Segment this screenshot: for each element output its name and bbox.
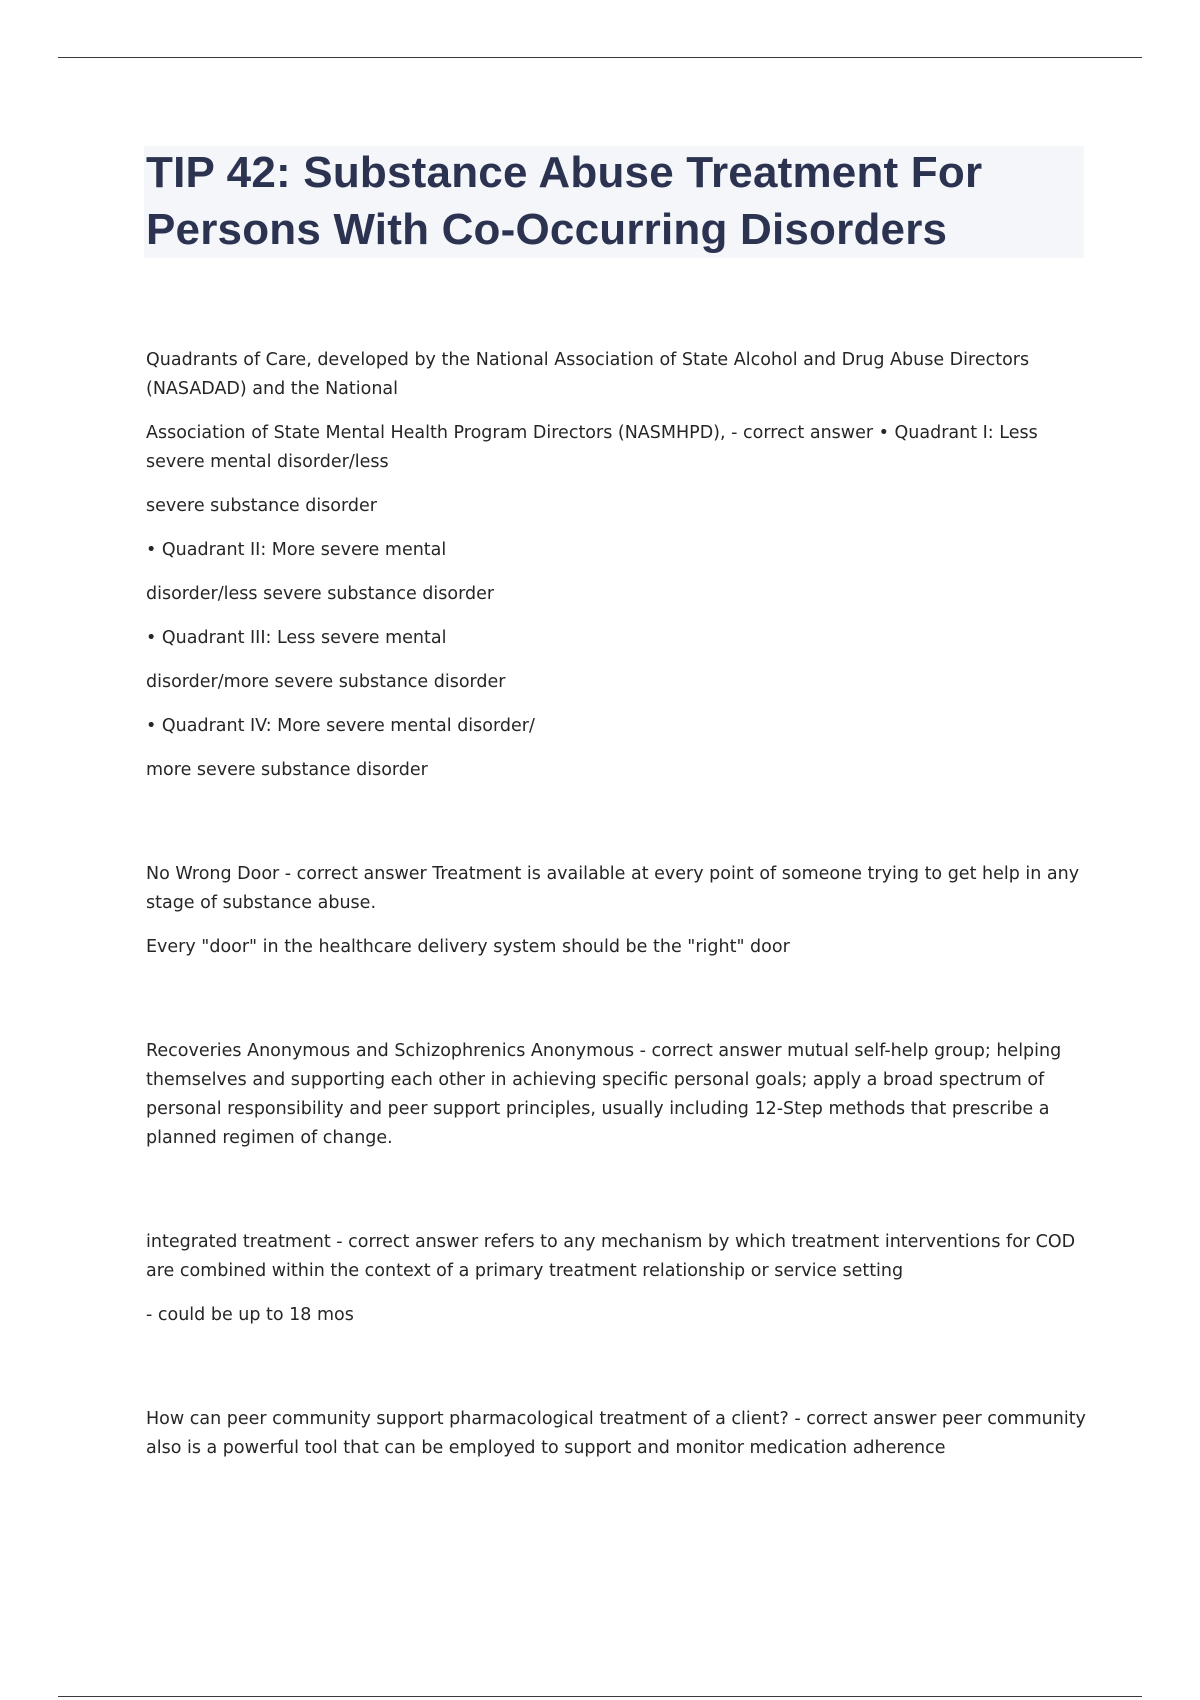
card-text: • Quadrant II: More severe mental (146, 540, 447, 560)
bottom-rule (58, 1696, 1142, 1697)
card-text: disorder/more severe substance disorder (146, 672, 506, 692)
card-separator (146, 1345, 1090, 1405)
card-text: Every "door" in the healthcare delivery system should be the "right" door (146, 937, 790, 957)
flashcard-recoveries-anonymous (146, 1037, 1090, 1153)
flashcard-integrated-treatment (146, 1228, 1090, 1330)
card-text: more severe substance disorder (146, 760, 428, 780)
card-text: Quadrants of Care, developed by the National Association of State Alcohol and Drug Abuse Directors (NASADAD) and the National (146, 350, 1030, 399)
flashcard-list (146, 346, 1090, 1478)
card-text: Recoveries Anonymous and Schizophrenics Anonymous - correct answer mutual self-help group; helping themselves and supporting each other in achieving specific personal goals; apply a broad spectrum of personal responsibility and peer support principles, usually including 12-Step methods that prescribe a planned regimen of change. (146, 1041, 1062, 1148)
card-text: Association of State Mental Health Program Directors (NASMHPD), - correct answer • Quadrant I: Less severe mental disorder/less (146, 423, 1038, 472)
flashcard-no-wrong-door (146, 860, 1090, 962)
card-separator (146, 1168, 1090, 1228)
page-title-line-2: Persons With Co-Occurring Disorders (146, 205, 948, 254)
card-text: • Quadrant IV: More severe mental disorder/ (146, 716, 535, 736)
card-text: disorder/less severe substance disorder (146, 584, 495, 604)
page-title-line-1: TIP 42: Substance Abuse Treatment For (146, 148, 983, 197)
card-separator (146, 800, 1090, 860)
flashcard-peer-community (146, 1405, 1090, 1463)
card-text: No Wrong Door - correct answer Treatment is available at every point of someone trying to get help in any stage of substance abuse. (146, 864, 1080, 913)
card-separator (146, 977, 1090, 1037)
card-text: • Quadrant III: Less severe mental (146, 628, 447, 648)
top-rule (58, 57, 1142, 58)
card-text: - could be up to 18 mos (146, 1305, 354, 1325)
card-text: severe substance disorder (146, 496, 377, 516)
card-text: How can peer community support pharmacological treatment of a client? - correct answer peer community also is a powerful tool that can be employed to support and monitor medication adherence (146, 1409, 1086, 1458)
flashcard-quadrants-of-care (146, 346, 1090, 785)
card-text: integrated treatment - correct answer refers to any mechanism by which treatment interventions for COD are combined within the context of a primary treatment relationship or service setting (146, 1232, 1076, 1281)
